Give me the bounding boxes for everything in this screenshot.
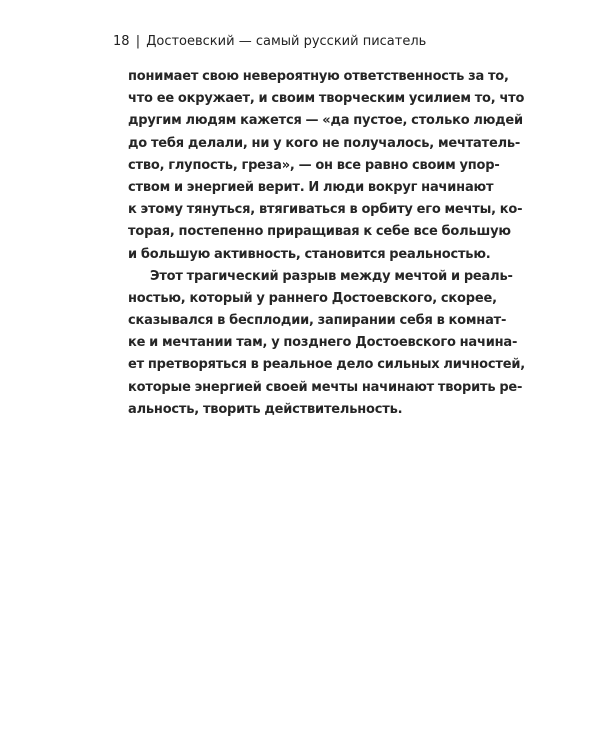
text-line: ство, глупость, греза», — он все равно своим упор- (128, 157, 500, 173)
text-line: ством и энергией верит. И люди вокруг начинают (128, 179, 494, 195)
text-line: понимает свою невероятную ответственность за то, (128, 69, 509, 84)
page-number: 18 (113, 34, 130, 49)
text-line: сказывался в бесплодии, запирании себя в комнат- (128, 313, 507, 329)
text-line: до тебя делали, ни у кого не получалось, мечтатель- (128, 135, 521, 151)
running-head (113, 34, 426, 49)
text-line: торая, постепенно приращивая к себе все большую (128, 224, 511, 240)
text-line: и большую активность, становится реальностью. (128, 246, 491, 262)
paragraph-1 (128, 66, 525, 266)
running-head-title: Достоевский — самый русский писатель (146, 34, 427, 49)
text-line: Этот трагический разрыв между мечтой и реаль- (150, 268, 513, 284)
text-line: другим людям кажется — «да пустое, столько людей (128, 113, 523, 129)
body-text (128, 66, 525, 421)
paragraph-2 (128, 266, 525, 421)
text-line: что ее окружает, и своим творческим усилием то, что (128, 91, 525, 107)
running-head-separator: | (135, 34, 141, 49)
text-line: ет претворяться в реальное дело сильных личностей, (128, 357, 525, 373)
text-line: к этому тянуться, втягиваться в орбиту его мечты, ко- (128, 202, 523, 218)
text-line: ностью, который у раннего Достоевского, скорее, (128, 290, 497, 306)
text-line: ке и мечтании там, у позднего Достоевского начина- (128, 335, 518, 351)
text-line: которые энергией своей мечты начинают творить ре- (128, 379, 523, 395)
text-line: альность, творить действительность. (128, 401, 403, 417)
